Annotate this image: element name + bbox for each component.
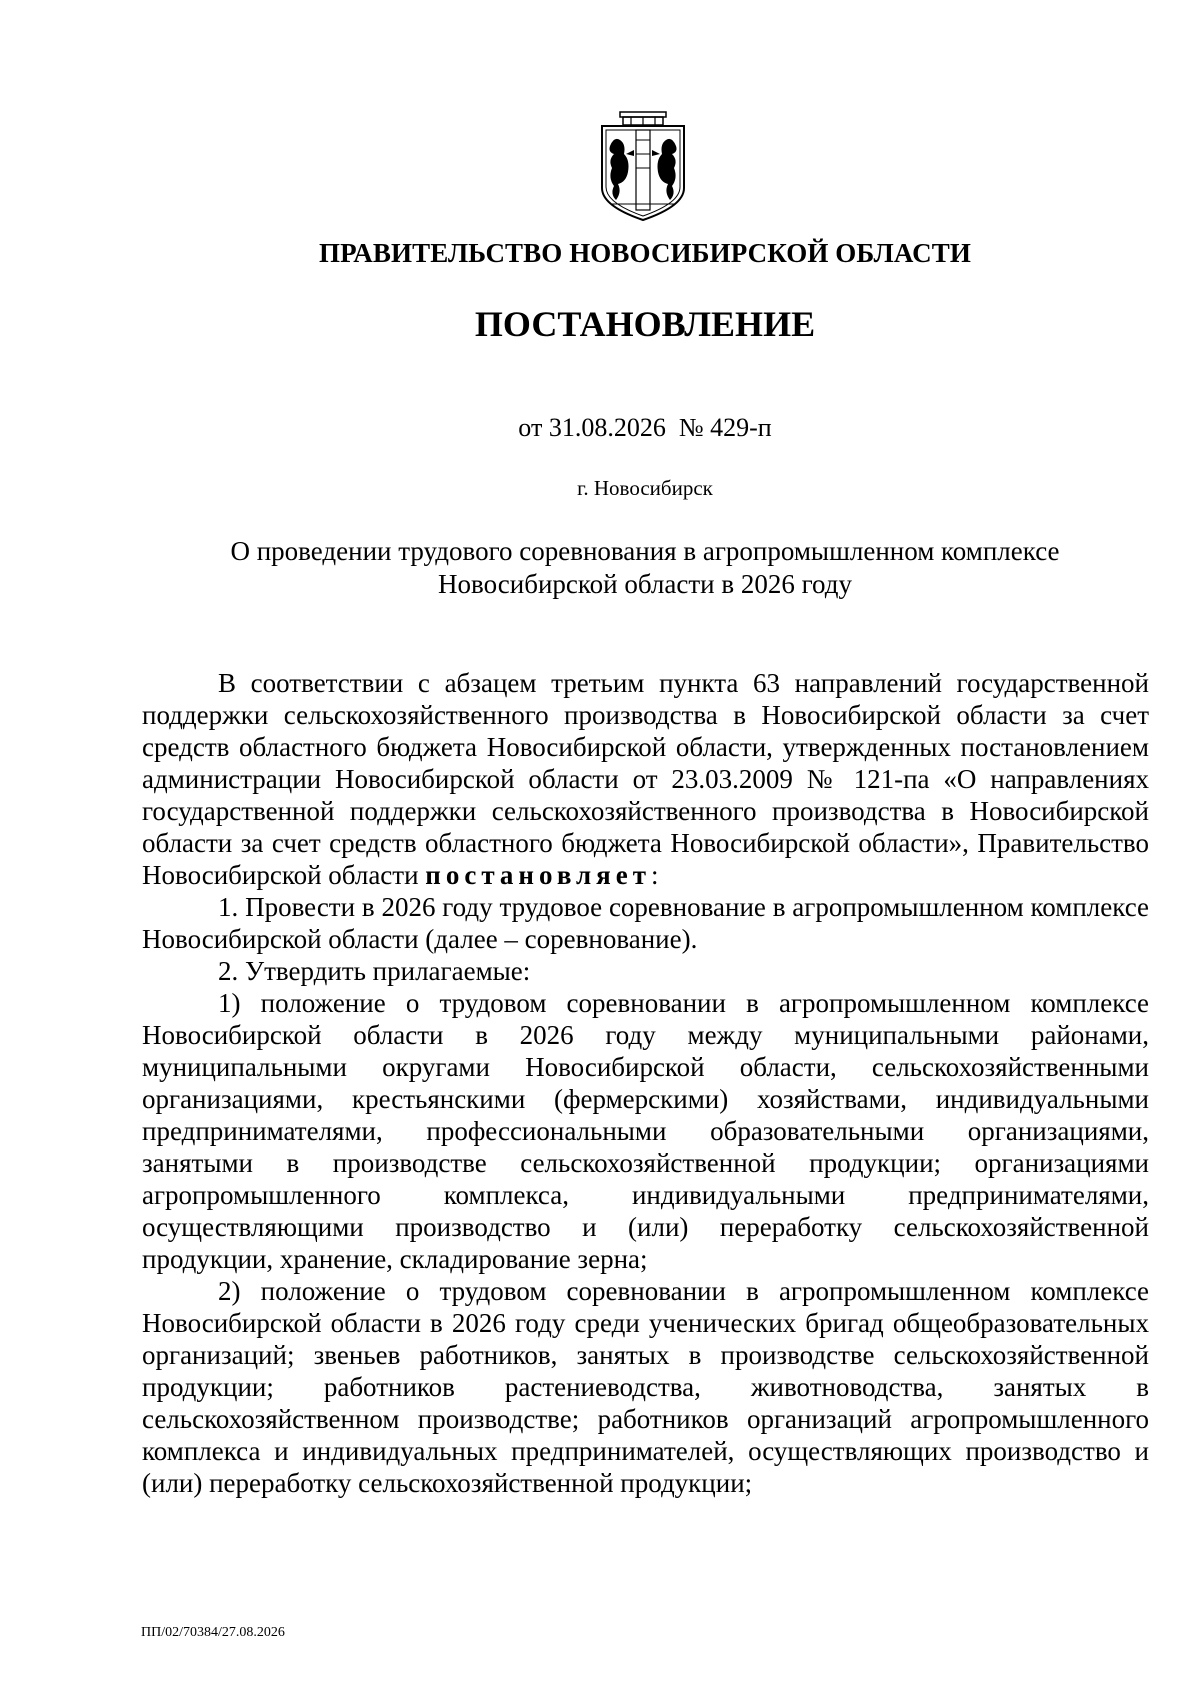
- item-2-2-paragraph: 2) положение о трудовом соревновании в агропромышленном комплексе Новосибирской области в 2026 году среди ученических бригад общеобразовательных организаций; звеньев работников, занятых в производстве сельскохозяйственной продукции; работников растениеводства, животноводства, занятых в сельскохозяйственном производстве; работников организаций агропромышленного комплекса и индивидуальных предпринимателей, осуществляющих производство и (или) переработку сельскохозяйственной продукции;: [142, 1276, 1149, 1498]
- organization-title: ПРАВИТЕЛЬСТВО НОВОСИБИРСКОЙ ОБЛАСТИ: [319, 238, 971, 268]
- document-city: г. Новосибирск: [577, 476, 713, 500]
- document-reference-footer: ПП/02/70384/27.08.2026: [141, 1625, 285, 1640]
- document-type-title: ПОСТАНОВЛЕНИЕ: [474, 304, 816, 344]
- resolves-word: постановляет: [425, 860, 652, 890]
- document-date-number: от 31.08.2026 № 429-п: [518, 413, 772, 442]
- item-1-paragraph: 1. Провести в 2026 году трудовое соревнование в агропромышленном комплексе Новосибирской области (далее – соревнование).: [142, 892, 1149, 954]
- preamble-text: В соответствии с абзацем третьим пункта 63 направлений государственной поддержки сельскохозяйственного производства в Новосибирской области за счет средств областного бюджета Новосибирской области, утвержденных постановлением администрации Новосибирской области от 23.03.2009 № 121-па «О направлениях государственной поддержки сельскохозяйственного производства в Новосибирской области за счет средств областного бюджета Новосибирской области», Правительство Новосибирской области: [142, 668, 1149, 890]
- document-subject: [140, 535, 1150, 601]
- resolves-suffix: :: [651, 860, 659, 890]
- subject-line-2: Новосибирской области в 2026 году: [438, 569, 852, 599]
- item-2-paragraph: 2. Утвердить прилагаемые:: [218, 956, 531, 986]
- item-2-1-paragraph: 1) положение о трудовом соревновании в агропромышленном комплексе Новосибирской области в 2026 году между муниципальными районами, муниципальными округами Новосибирской области, сельскохозяйственными организациями, крестьянскими (фермерскими) хозяйствами, индивидуальными предпринимателями, профессиональными образовательными организациями, занятыми в производстве сельскохозяйственной продукции; организациями агропромышленного комплекса, индивидуальными предпринимателями, осуществляющими производство и (или) переработку сельскохозяйственной продукции, хранение, складирование зерна;: [142, 988, 1149, 1274]
- preamble-paragraph: [142, 667, 1149, 891]
- novosibirsk-coat-of-arms-icon: [596, 110, 690, 222]
- document-body: [142, 667, 1149, 1499]
- subject-line-1: О проведении трудового соревнования в агропромышленном комплексе: [230, 536, 1060, 566]
